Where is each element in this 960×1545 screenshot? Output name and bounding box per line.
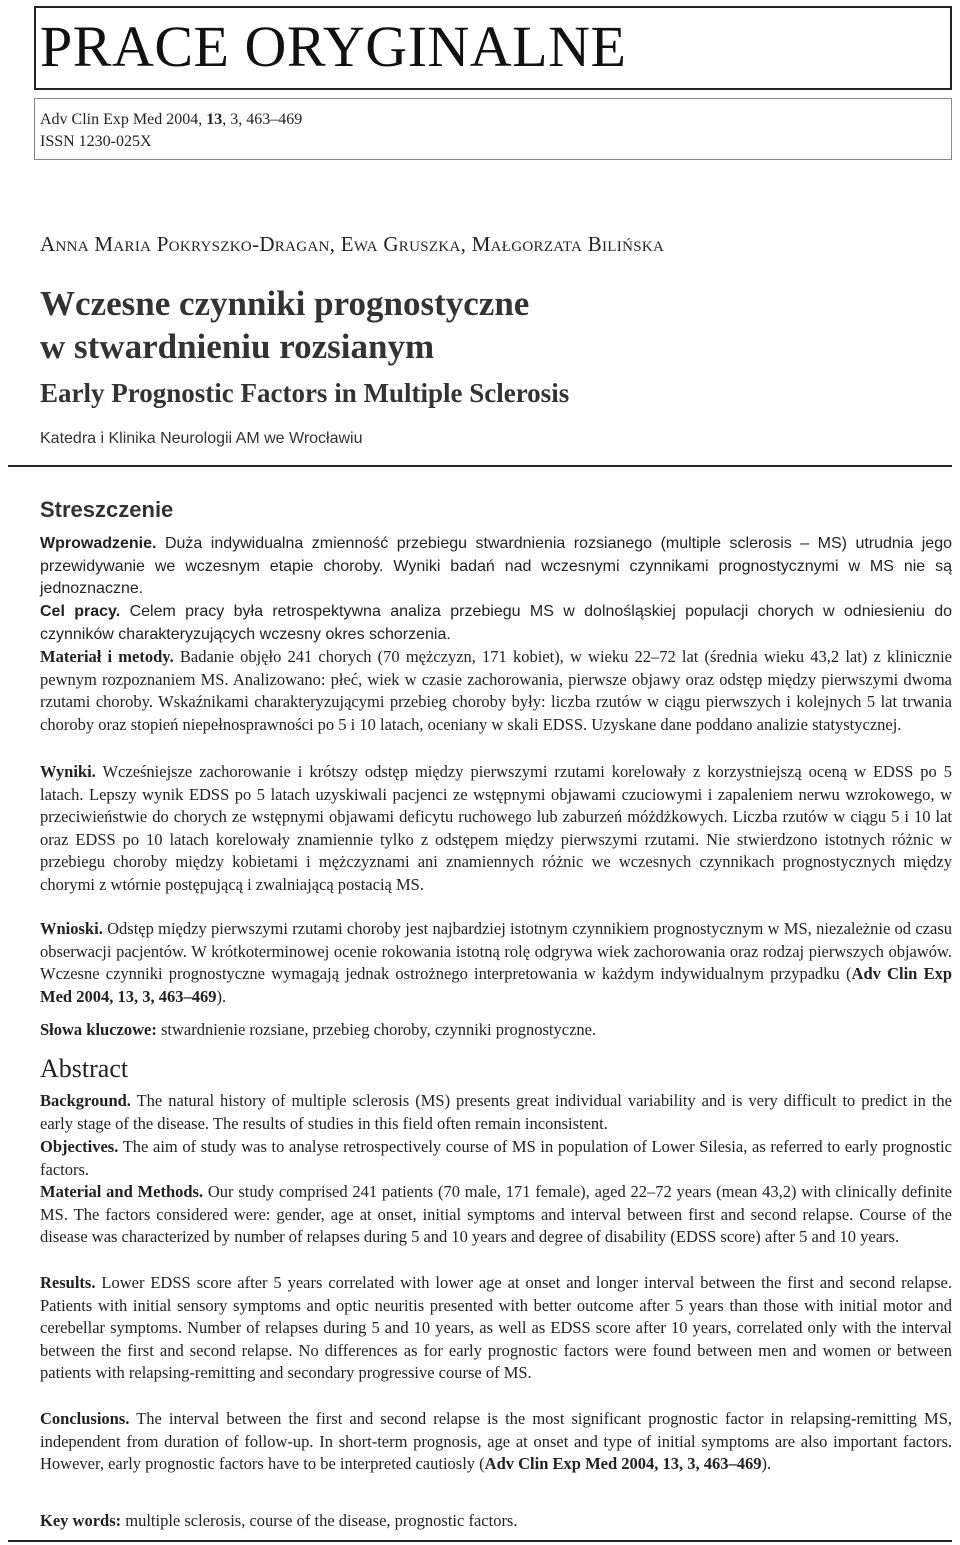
wyniki-paragraph — [40, 761, 952, 897]
key-words-label: Key words: — [40, 1511, 122, 1530]
conclusions-text: The interval between the first and second relapse is the most significant prognostic factor in relapsing-remitting MS, independent from duration of follow-up. In short-term prognosis, age at onset and type of initial symptoms are also important factors. However, early prognostic factors have to be interpreted cautiosly ( — [40, 1409, 952, 1474]
background-text: The natural history of multiple sclerosis (MS) presents great individual variability and is very difficult to predict in the early stage of the disease. The results of studies in this field often remain inconsistent. — [40, 1091, 952, 1133]
conclusions-citation: Adv Clin Exp Med 2004, 13, 3, 463–469 — [484, 1454, 762, 1474]
affiliation: Katedra i Klinika Neurologii AM we Wrocławiu — [40, 430, 363, 447]
title-pl-line-2: w stwardnieniu rozsianym — [40, 327, 435, 366]
abstract-heading: Abstract — [40, 1054, 129, 1083]
title-pl-line-1: Wczesne czynniki prognostyczne — [40, 284, 530, 323]
divider-bottom — [8, 1540, 952, 1542]
objectives-text: The aim of study was to analyse retrospectively course of MS in population of Lower Silesia, as referred to early prognostic factors. — [40, 1137, 952, 1179]
material-label: Materiał i metody. — [40, 647, 174, 666]
wprowadzenie-label: Wprowadzenie. — [40, 535, 157, 552]
journal-citation — [40, 110, 302, 130]
key-words-text: multiple sclerosis, course of the disease, prognostic factors. — [121, 1511, 518, 1530]
citation-volume: 13 — [206, 111, 223, 128]
wnioski-citation: Adv Clin Exp Med 2004, 13, 3, 463–469 — [40, 964, 952, 1006]
cel-label: Cel pracy. — [40, 603, 121, 620]
wprowadzenie-paragraph — [40, 533, 952, 601]
objectives-paragraph — [40, 1136, 952, 1181]
results-paragraph — [40, 1272, 952, 1385]
streszczenie-heading: Streszczenie — [40, 497, 174, 522]
wyniki-text: Wcześniejsze zachorowanie i krótszy odstęp między pierwszymi rzutami korelowały z korzystniejszą oceną w EDSS po 5 latach. Lepszy wynik EDSS po 5 latach uzyskiwali pacjenci ze wstępnymi objawami czuciowymi i zapaleniem nerwu wzrokowego, w przeciwieństwie do chorych ze wstępnymi objawami deficytu ruchowego lub zaburzeń móżdżkowych. Liczba rzutów w ciągu 5 i 10 lat oraz EDSS po 10 latach korelowały znamiennie tylko z odstępem między pierwszymi rzutami. Nie stwierdzono istotnych różnic w przebiegu choroby między kobietami i mężczyznami ani znamiennych różnic we wczesnych czynnikach prognostycznych między chorymi z wtórnie postępującą i zwalniającą postacią MS. — [40, 762, 952, 894]
material-paragraph — [40, 646, 952, 736]
material-text: Badanie objęło 241 chorych (70 mężczyzn, 171 kobiet), w wieku 22–72 lat (średnia wieku 43,2 lat) z klinicznie pewnym rozpoznaniem MS. Analizowano: płeć, wiek w czasie zachorowania, pierwsze objawy oraz odstęp między pierwszymi dwoma rzutami choroby. Wskaźnikami charakteryzującymi przebieg choroby były: liczba rzutów w ciągu pierwszych i kolejnych 5 lat trwania choroby oraz stopień niepełnosprawności po 5 i 10 latach, oceniany w skali EDSS. Uzyskane dane poddano analizie statystycznej. — [40, 647, 952, 734]
authors: Anna Maria Pokryszko-Dragan, Ewa Gruszka, Małgorzata Bilińska — [40, 232, 665, 256]
citation-suffix: , 3, 463–469 — [222, 111, 303, 128]
wnioski-end: ). — [216, 986, 227, 1006]
key-words — [40, 1510, 952, 1533]
wnioski-paragraph — [40, 918, 952, 1008]
slowa-kluczowe-text: stwardnienie rozsiane, przebieg choroby, czynniki prognostyczne. — [156, 1020, 597, 1039]
background-label: Background. — [40, 1091, 131, 1110]
article-title-pl — [40, 282, 529, 368]
section-title: PRACE ORYGINALNE — [40, 14, 627, 79]
background-paragraph — [40, 1090, 952, 1135]
divider-top — [8, 465, 952, 467]
objectives-label: Objectives. — [40, 1137, 119, 1156]
methods-label: Material and Methods. — [40, 1182, 204, 1201]
conclusions-end: ). — [761, 1454, 772, 1474]
wnioski-text: Odstęp między pierwszymi rzutami choroby jest najbardziej istotnym czynnikiem prognostycznym w MS, niezależnie od czasu obserwacji pacjentów. W krótkoterminowej ocenie rokowania istotną rolę odgrywa wiek zachorowania oraz rodzaj pierwszych objawów. Wczesne czynniki prognostyczne wymagają jednak ostrożnego interpretowania w każdym indywidualnym przypadku ( — [40, 919, 952, 984]
citation-prefix: Adv Clin Exp Med 2004, — [40, 111, 203, 128]
journal-issn: ISSN 1230-025X — [40, 133, 152, 150]
methods-text: Our study comprised 241 patients (70 male, 171 female), aged 22–72 years (mean 43,2) with clinically definite MS. The factors considered were: gender, age at onset, initial symptoms and interval between first and second relapse. Course of the disease was characterized by number of relapses during 5 and 10 years and degree of disability (EDSS score) after 5 and 10 years. — [40, 1182, 952, 1247]
conclusions-paragraph — [40, 1408, 952, 1476]
wnioski-label: Wnioski. — [40, 919, 103, 938]
results-text: Lower EDSS score after 5 years correlated with lower age at onset and longer interval between the first and second relapse. Patients with initial sensory symptoms and optic neuritis presented with better outcome after 5 years than those with initial motor and cerebellar symptoms. Number of relapses during 5 and 10 years, as well as EDSS score after 10 years, correlated only with the interval between the first and second relapse. No differences as for early prognostic factors were found between men and women or between patients with relapsing-remitting and secondary progressive course of MS. — [40, 1273, 952, 1383]
slowa-kluczowe — [40, 1019, 952, 1042]
wyniki-label: Wyniki. — [40, 762, 96, 781]
slowa-kluczowe-label: Słowa kluczowe: — [40, 1020, 157, 1039]
article-title-en: Early Prognostic Factors in Multiple Sclerosis — [40, 378, 570, 408]
results-label: Results. — [40, 1273, 96, 1292]
methods-paragraph — [40, 1181, 952, 1249]
cel-paragraph — [40, 601, 952, 646]
conclusions-label: Conclusions. — [40, 1409, 130, 1428]
wprowadzenie-text: Duża indywidualna zmienność przebiegu stwardnienia rozsianego (multiple sclerosis – MS) utrudnia jego przewidywanie we wczesnym etapie choroby. Wyniki badań nad wczesnymi czynnikami prognostycznymi w MS nie są jednoznaczne. — [40, 535, 952, 598]
cel-text: Celem pracy była retrospektywna analiza przebiegu MS w dolnośląskiej populacji chorych w odniesieniu do czynników charakteryzujących wczesny okres schorzenia. — [40, 603, 953, 643]
